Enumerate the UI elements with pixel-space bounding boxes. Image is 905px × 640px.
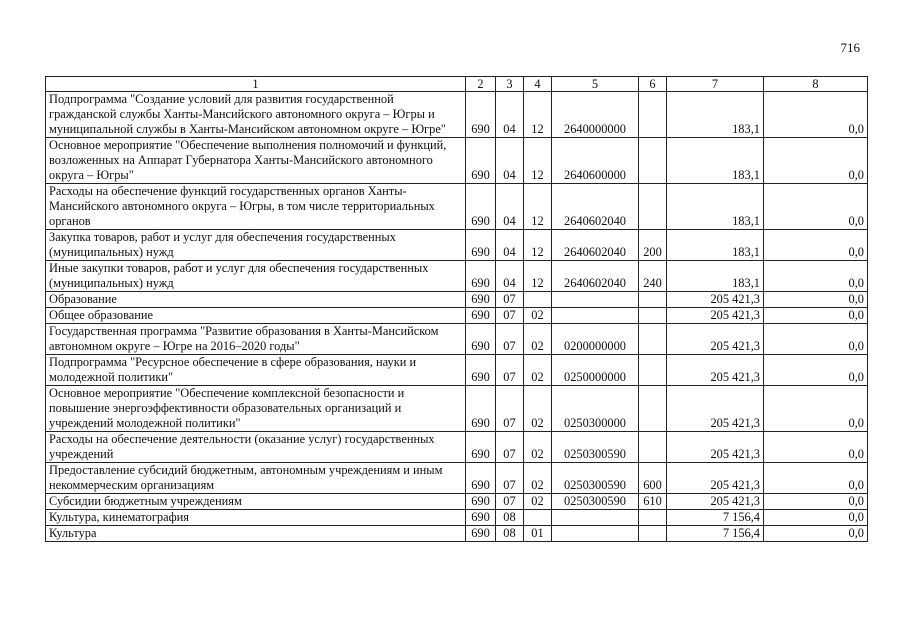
section-code-cell: 07 (496, 386, 524, 432)
amount-2-cell: 0,0 (764, 494, 868, 510)
target-article-cell (552, 526, 639, 542)
expense-type-cell (639, 386, 667, 432)
target-article-cell (552, 308, 639, 324)
amount-2-cell: 0,0 (764, 355, 868, 386)
target-article-cell: 2640600000 (552, 138, 639, 184)
section-code-cell: 07 (496, 432, 524, 463)
row-name-cell: Иные закупки товаров, работ и услуг для обеспечения государственных (муниципальных) нужд (46, 261, 466, 292)
column-header-5: 5 (552, 77, 639, 92)
amount-2-cell: 0,0 (764, 184, 868, 230)
budget-table (45, 76, 868, 542)
amount-cell: 183,1 (667, 92, 764, 138)
section-code-cell: 04 (496, 92, 524, 138)
section-code-cell: 04 (496, 138, 524, 184)
ministry-code-cell: 690 (466, 138, 496, 184)
table-body (46, 92, 868, 542)
subsection-code-cell: 02 (524, 386, 552, 432)
subsection-code-cell (524, 292, 552, 308)
expense-type-cell (639, 355, 667, 386)
expense-type-cell (639, 292, 667, 308)
table-row (46, 510, 868, 526)
amount-cell: 205 421,3 (667, 324, 764, 355)
subsection-code-cell: 12 (524, 138, 552, 184)
row-name-cell: Подпрограмма "Ресурсное обеспечение в сфере образования, науки и молодежной политики" (46, 355, 466, 386)
expense-type-cell (639, 184, 667, 230)
amount-2-cell: 0,0 (764, 526, 868, 542)
section-code-cell: 07 (496, 463, 524, 494)
expense-type-cell (639, 308, 667, 324)
section-code-cell: 04 (496, 261, 524, 292)
ministry-code-cell: 690 (466, 184, 496, 230)
amount-cell: 205 421,3 (667, 292, 764, 308)
table-row (46, 138, 868, 184)
amount-2-cell: 0,0 (764, 308, 868, 324)
ministry-code-cell: 690 (466, 510, 496, 526)
target-article-cell (552, 292, 639, 308)
section-code-cell: 07 (496, 292, 524, 308)
column-header-1: 1 (46, 77, 466, 92)
table-row (46, 308, 868, 324)
target-article-cell: 0250300590 (552, 494, 639, 510)
column-header-7: 7 (667, 77, 764, 92)
section-code-cell: 07 (496, 494, 524, 510)
ministry-code-cell: 690 (466, 494, 496, 510)
section-code-cell: 07 (496, 308, 524, 324)
table-row (46, 324, 868, 355)
table-row (46, 432, 868, 463)
ministry-code-cell: 690 (466, 463, 496, 494)
amount-2-cell: 0,0 (764, 463, 868, 494)
ministry-code-cell: 690 (466, 230, 496, 261)
row-name-cell: Субсидии бюджетным учреждениям (46, 494, 466, 510)
table-row (46, 92, 868, 138)
column-header-3: 3 (496, 77, 524, 92)
expense-type-cell: 240 (639, 261, 667, 292)
subsection-code-cell: 12 (524, 230, 552, 261)
table-row (46, 386, 868, 432)
subsection-code-cell: 01 (524, 526, 552, 542)
amount-cell: 183,1 (667, 184, 764, 230)
subsection-code-cell: 02 (524, 432, 552, 463)
ministry-code-cell: 690 (466, 355, 496, 386)
column-header-8: 8 (764, 77, 868, 92)
page-number: 716 (840, 40, 860, 55)
subsection-code-cell: 02 (524, 308, 552, 324)
section-code-cell: 04 (496, 184, 524, 230)
ministry-code-cell: 690 (466, 261, 496, 292)
amount-cell: 205 421,3 (667, 308, 764, 324)
column-header-2: 2 (466, 77, 496, 92)
row-name-cell: Подпрограмма "Создание условий для развития государственной гражданской службы Ханты-Мансийского автономного округа – Югры и муниципальной службы в Ханты-Мансийском автономном округе – Югре" (46, 92, 466, 138)
subsection-code-cell: 02 (524, 494, 552, 510)
expense-type-cell (639, 526, 667, 542)
amount-cell: 7 156,4 (667, 510, 764, 526)
amount-2-cell: 0,0 (764, 292, 868, 308)
subsection-code-cell: 02 (524, 355, 552, 386)
amount-cell: 205 421,3 (667, 432, 764, 463)
subsection-code-cell: 02 (524, 463, 552, 494)
header-row (46, 77, 868, 92)
row-name-cell: Предоставление субсидий бюджетным, автономным учреждениям и иным некоммерческим организациям (46, 463, 466, 494)
expense-type-cell: 200 (639, 230, 667, 261)
row-name-cell: Расходы на обеспечение функций государственных органов Ханты-Мансийского автономного округа – Югры, в том числе территориальных органов (46, 184, 466, 230)
table-row (46, 494, 868, 510)
target-article-cell: 0250300590 (552, 432, 639, 463)
amount-2-cell: 0,0 (764, 92, 868, 138)
target-article-cell: 2640000000 (552, 92, 639, 138)
amount-2-cell: 0,0 (764, 386, 868, 432)
row-name-cell: Расходы на обеспечение деятельности (оказание услуг) государственных учреждений (46, 432, 466, 463)
amount-cell: 183,1 (667, 138, 764, 184)
row-name-cell: Культура (46, 526, 466, 542)
expense-type-cell: 600 (639, 463, 667, 494)
row-name-cell: Основное мероприятие "Обеспечение комплексной безопасности и повышение энергоэффективности образовательных организаций и учреждений молодежной политики" (46, 386, 466, 432)
ministry-code-cell: 690 (466, 324, 496, 355)
ministry-code-cell: 690 (466, 308, 496, 324)
section-code-cell: 08 (496, 526, 524, 542)
ministry-code-cell: 690 (466, 526, 496, 542)
ministry-code-cell: 690 (466, 92, 496, 138)
section-code-cell: 07 (496, 324, 524, 355)
subsection-code-cell (524, 510, 552, 526)
expense-type-cell (639, 92, 667, 138)
target-article-cell: 0200000000 (552, 324, 639, 355)
expense-type-cell (639, 432, 667, 463)
target-article-cell: 2640602040 (552, 230, 639, 261)
row-name-cell: Основное мероприятие "Обеспечение выполнения полномочий и функций, возложенных на Аппарат Губернатора Ханты-Мансийского автономного округа – Югры" (46, 138, 466, 184)
subsection-code-cell: 12 (524, 184, 552, 230)
subsection-code-cell: 12 (524, 92, 552, 138)
ministry-code-cell: 690 (466, 386, 496, 432)
row-name-cell: Государственная программа "Развитие образования в Ханты-Мансийском автономном округе – Югре на 2016–2020 годы" (46, 324, 466, 355)
subsection-code-cell: 12 (524, 261, 552, 292)
table-row (46, 230, 868, 261)
table-row (46, 184, 868, 230)
amount-2-cell: 0,0 (764, 510, 868, 526)
target-article-cell: 2640602040 (552, 184, 639, 230)
target-article-cell: 0250300000 (552, 386, 639, 432)
section-code-cell: 08 (496, 510, 524, 526)
amount-2-cell: 0,0 (764, 261, 868, 292)
amount-cell: 7 156,4 (667, 526, 764, 542)
ministry-code-cell: 690 (466, 292, 496, 308)
row-name-cell: Закупка товаров, работ и услуг для обеспечения государственных (муниципальных) нужд (46, 230, 466, 261)
row-name-cell: Культура, кинематография (46, 510, 466, 526)
amount-2-cell: 0,0 (764, 138, 868, 184)
amount-cell: 205 421,3 (667, 355, 764, 386)
expense-type-cell (639, 138, 667, 184)
target-article-cell: 2640602040 (552, 261, 639, 292)
amount-2-cell: 0,0 (764, 324, 868, 355)
amount-cell: 183,1 (667, 261, 764, 292)
subsection-code-cell: 02 (524, 324, 552, 355)
amount-cell: 205 421,3 (667, 386, 764, 432)
table-row (46, 463, 868, 494)
column-header-4: 4 (524, 77, 552, 92)
row-name-cell: Общее образование (46, 308, 466, 324)
amount-cell: 205 421,3 (667, 463, 764, 494)
amount-2-cell: 0,0 (764, 432, 868, 463)
expense-type-cell: 610 (639, 494, 667, 510)
target-article-cell: 0250000000 (552, 355, 639, 386)
ministry-code-cell: 690 (466, 432, 496, 463)
target-article-cell (552, 510, 639, 526)
target-article-cell: 0250300590 (552, 463, 639, 494)
table-row (46, 526, 868, 542)
expense-type-cell (639, 324, 667, 355)
table-row (46, 261, 868, 292)
table-row (46, 292, 868, 308)
amount-2-cell: 0,0 (764, 230, 868, 261)
section-code-cell: 07 (496, 355, 524, 386)
table-row (46, 355, 868, 386)
section-code-cell: 04 (496, 230, 524, 261)
expense-type-cell (639, 510, 667, 526)
column-header-6: 6 (639, 77, 667, 92)
amount-cell: 183,1 (667, 230, 764, 261)
row-name-cell: Образование (46, 292, 466, 308)
amount-cell: 205 421,3 (667, 494, 764, 510)
